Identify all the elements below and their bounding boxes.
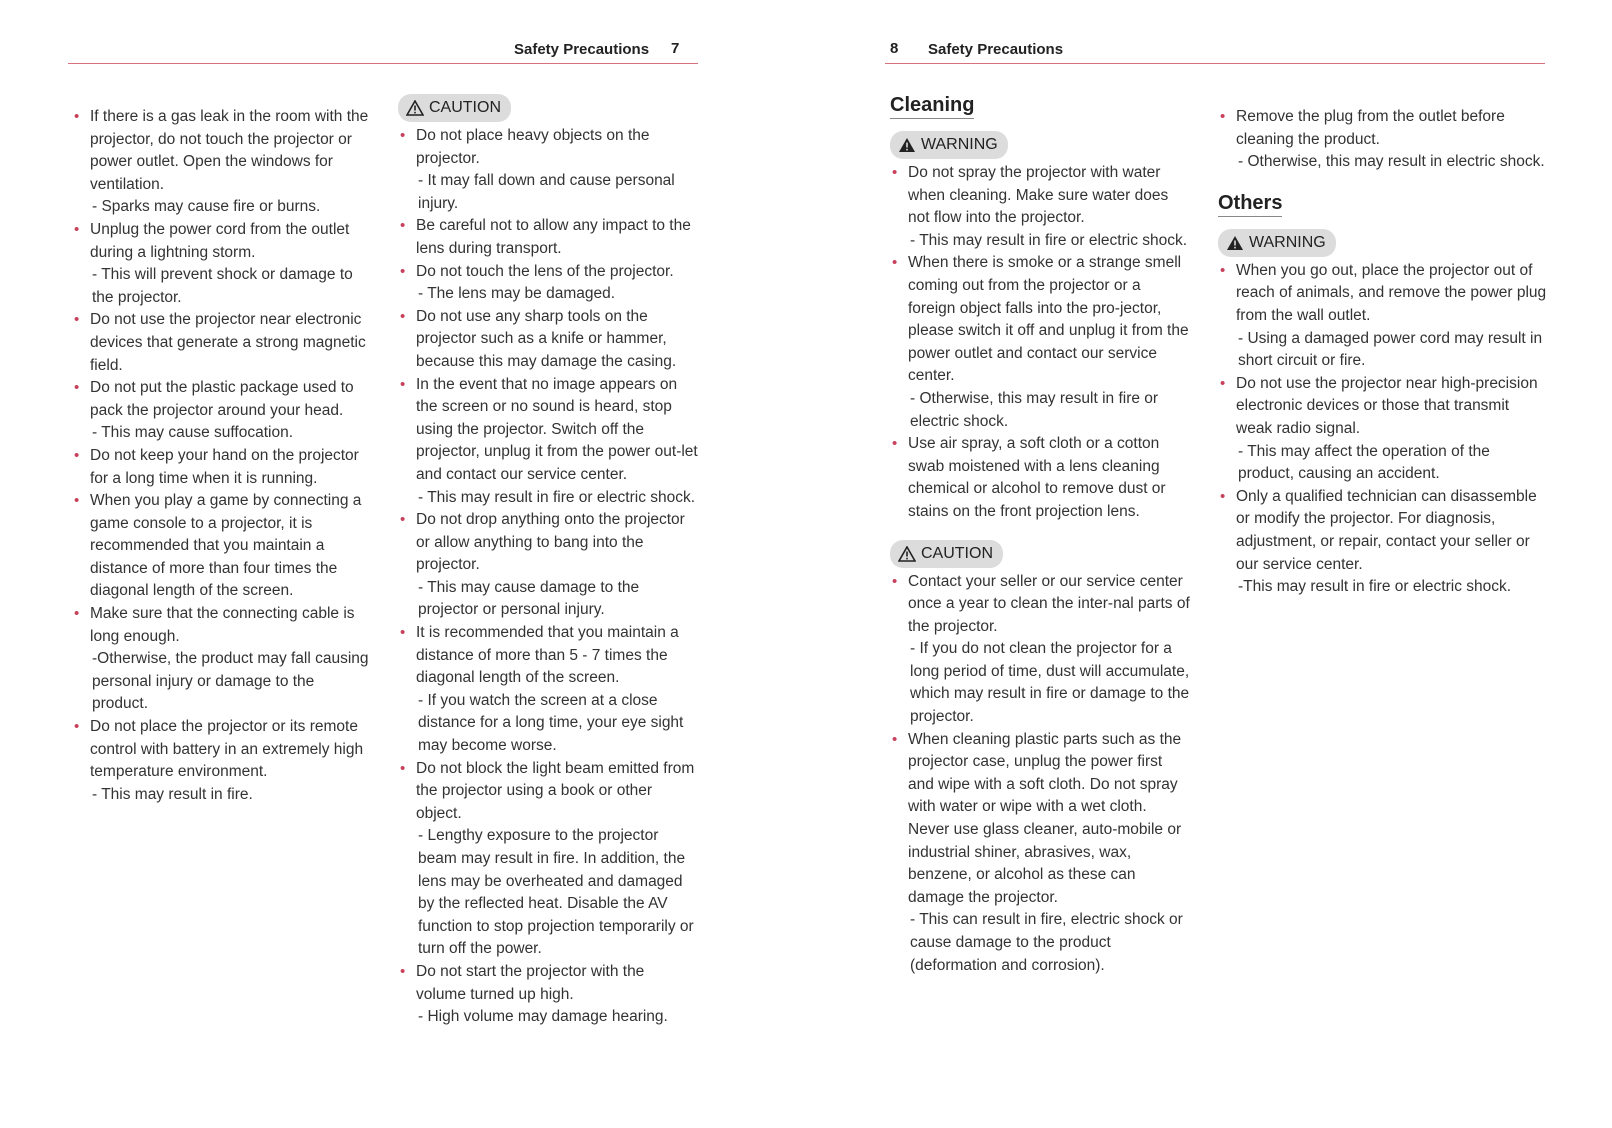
caution-list xyxy=(890,571,1190,978)
precaution-list xyxy=(72,106,372,806)
section-title-others: Others xyxy=(1218,192,1282,217)
list-item: • It is recommended that you maintain a distance of more than 5 - 7 times the diagonal length of the screen. - If you watch the screen at a close distance for a long time, your eye sight may become worse. xyxy=(398,622,698,758)
list-item: • Do not keep your hand on the projector for a long time when it is running. xyxy=(72,445,372,490)
list-item: • In the event that no image appears on the screen or no sound is heard, stop using the projector. Switch off the projector, unplug it from the power out-let and contact our service center. - This may result in fire or electric shock. xyxy=(398,374,698,510)
list-item: • Do not drop anything onto the projector or allow anything to bang into the projector. - This may cause damage to the projector or personal injury. xyxy=(398,509,698,622)
caution-icon xyxy=(898,546,916,562)
list-item: • When you go out, place the projector out of reach of animals, and remove the power plug from the wall outlet. - Using a damaged power cord may result in short circuit or fire. xyxy=(1218,260,1548,373)
list-item: • Use air spray, a soft cloth or a cotton swab moistened with a lens cleaning chemical or alcohol to remove dust or stains on the front projection lens. xyxy=(890,433,1190,523)
warning-badge: WARNING xyxy=(1218,229,1336,257)
list-item: • Do not put the plastic package used to pack the projector around your head. - This may cause suffocation. xyxy=(72,377,372,445)
precaution-list xyxy=(1218,106,1548,174)
list-item: • When there is smoke or a strange smell coming out from the projector or a foreign object falls into the pro-jector, please switch it off and unplug it from the power outlet and contact our service center. - Otherwise, this may result in fire or electric shock. xyxy=(890,252,1190,433)
page-header-left xyxy=(68,36,698,64)
list-item: • Do not touch the lens of the projector. - The lens may be damaged. xyxy=(398,261,698,306)
list-item: • Do not block the light beam emitted from the projector using a book or other object. - Lengthy exposure to the projector beam may result in fire. In addition, the lens may be overheated and damaged by the reflected heat. Disable the AV function to stop projection temporarily or turn off the power. xyxy=(398,758,698,961)
column-3 xyxy=(890,94,1190,977)
column-4 xyxy=(1218,106,1548,599)
column-1 xyxy=(72,106,372,806)
list-item: • Unplug the power cord from the outlet during a lightning storm. - This will prevent shock or damage to the projector. xyxy=(72,219,372,309)
list-item: • Do not place heavy objects on the projector. - It may fall down and cause personal injury. xyxy=(398,125,698,215)
page-number: 7 xyxy=(671,40,680,57)
header-rule xyxy=(68,63,698,64)
list-item: • When you play a game by connecting a game console to a projector, it is recommended that you maintain a distance of more than four times the diagonal length of the screen. xyxy=(72,490,372,603)
list-item: • Do not use the projector near electronic devices that generate a strong magnetic field. xyxy=(72,309,372,377)
column-2 xyxy=(398,94,698,1029)
list-item: • Do not start the projector with the volume turned up high. - High volume may damage hearing. xyxy=(398,961,698,1029)
list-item: • Do not use the projector near high-precision electronic devices or those that transmit weak radio signal. - This may affect the operation of the product, causing an accident. xyxy=(1218,373,1548,486)
list-item: • If there is a gas leak in the room with the projector, do not touch the projector or power outlet. Open the windows for ventilation. - Sparks may cause fire or burns. xyxy=(72,106,372,219)
header-title: Safety Precautions xyxy=(514,41,650,58)
list-item: • Only a qualified technician can disassemble or modify the projector. For diagnosis, adjustment, or repair, contact your seller or our service center. -This may result in fire or electric shock. xyxy=(1218,486,1548,599)
list-item: • Do not spray the projector with water when cleaning. Make sure water does not flow into the projector. - This may result in fire or electric shock. xyxy=(890,162,1190,252)
header-rule xyxy=(885,63,1545,64)
caution-list xyxy=(398,125,698,1029)
list-item: • Contact your seller or our service center once a year to clean the inter-nal parts of the projector. - If you do not clean the projector for a long period of time, dust will accumulate, which may result in fire or damage to the projector. xyxy=(890,571,1190,729)
warning-badge: WARNING xyxy=(890,131,1008,159)
warning-icon xyxy=(898,137,916,153)
warning-list xyxy=(890,162,1190,524)
list-item: • Make sure that the connecting cable is long enough. -Otherwise, the product may fall causing personal injury or damage to the product. xyxy=(72,603,372,716)
warning-icon xyxy=(1226,235,1244,251)
caution-badge: CAUTION xyxy=(398,94,511,122)
list-item: • When cleaning plastic parts such as the projector case, unplug the power first and wipe with a soft cloth. Do not spray with water or wipe with a wet cloth. Never use glass cleaner, auto-mobile or industrial shiner, abrasives, wax, benzene, or alcohol as these can damage the projector. - This can result in fire, electric shock or cause damage to the product (deformation and corrosion). xyxy=(890,729,1190,978)
section-title-cleaning: Cleaning xyxy=(890,94,974,119)
caution-badge: CAUTION xyxy=(890,540,1003,568)
list-item: • Do not use any sharp tools on the projector such as a knife or hammer, because this may damage the casing. xyxy=(398,306,698,374)
list-item: • Be careful not to allow any impact to the lens during transport. xyxy=(398,215,698,260)
caution-icon xyxy=(406,100,424,116)
page-number: 8 xyxy=(890,40,899,57)
header-title: Safety Precautions xyxy=(928,41,1064,58)
page-header-right xyxy=(890,36,1545,64)
list-item: • Do not place the projector or its remote control with battery in an extremely high temperature environment. - This may result in fire. xyxy=(72,716,372,806)
list-item: • Remove the plug from the outlet before cleaning the product. - Otherwise, this may result in electric shock. xyxy=(1218,106,1548,174)
warning-list xyxy=(1218,260,1548,599)
